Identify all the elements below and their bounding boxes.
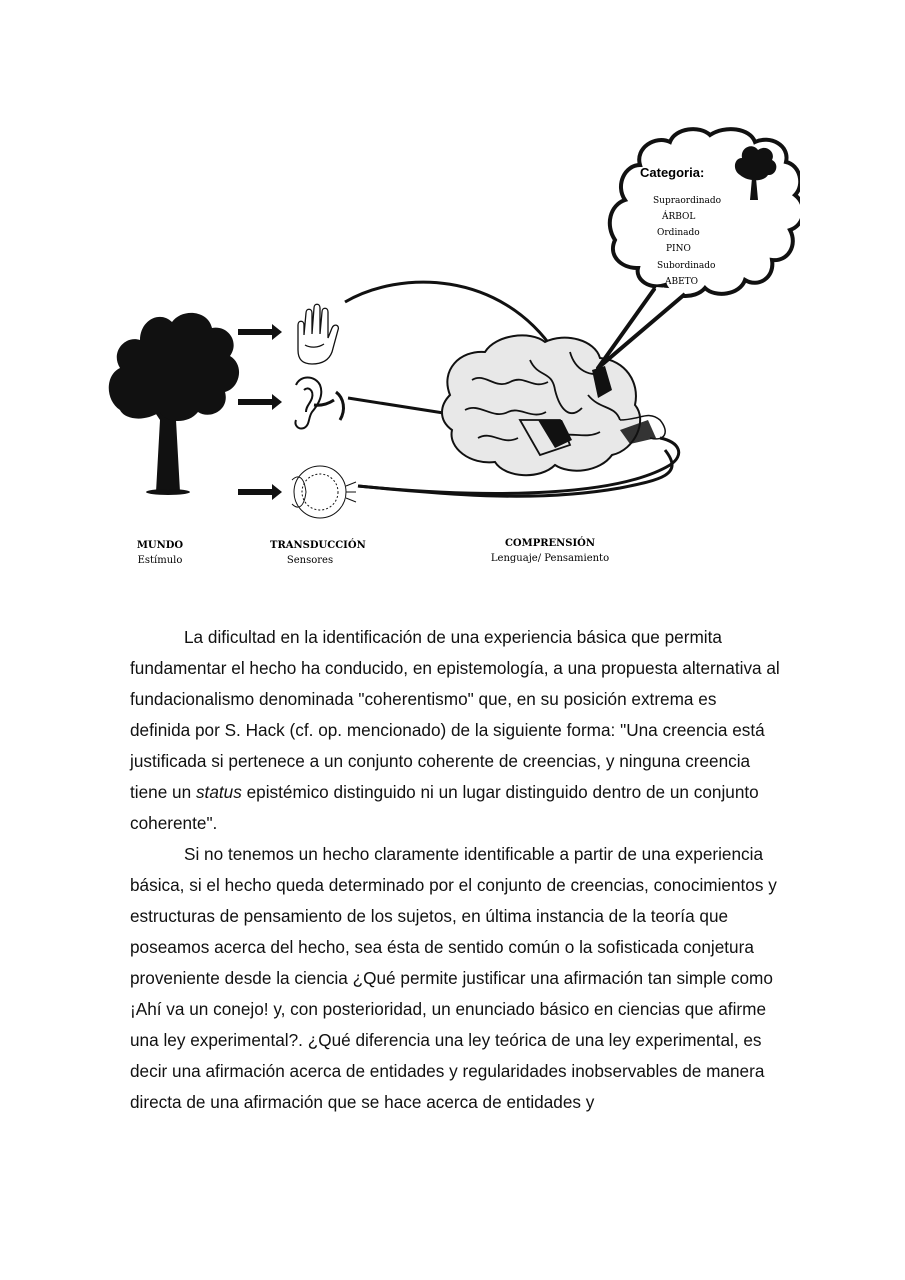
tree-icon [109, 313, 239, 495]
paragraph [130, 622, 780, 839]
hand-icon [298, 304, 338, 364]
caption-title: COMPRENSIÓN [504, 538, 596, 549]
caption-title: MUNDO [136, 540, 184, 551]
caption-subtitle: Estímulo [137, 555, 183, 566]
diagram-drawing [100, 120, 800, 590]
caption-title: TRANSDUCCIÓN [270, 540, 366, 551]
eye-icon [292, 466, 356, 518]
paragraph-text: epistémico distinguido ni un lugar distinguido dentro de un conjunto coherente". [130, 782, 759, 833]
bubble-line: ÁRBOL [662, 212, 696, 222]
brain-icon [442, 335, 665, 475]
perception-diagram [100, 120, 800, 590]
caption-comprension [485, 536, 615, 566]
paragraph: Si no tenemos un hecho claramente identificable a partir de una experiencia básica, si el hecho queda determinado por el conjunto de creencias, conocimientos y estructuras de pensamiento de los sujetos, en última instancia de la teoría que poseamos acerca del hecho, sea ésta de sentido común o la sofisticada conjetura proveniente desde la ciencia ¿Qué permite justificar una afirmación tan simple como ¡Ahí va un conejo! y, con posterioridad, un enunciado básico en ciencias que afirme una ley experimental?. ¿Qué diferencia una ley teórica de una ley experimental, es decir una afirmación acerca de entidades y regularidades inobservables de manera directa de una afirmación que se hace acerca de entidades y [130, 844, 777, 1112]
caption-subtitle: Lenguaje/ Pensamiento [490, 553, 610, 564]
bubble-line: ABETO [665, 277, 699, 287]
bubble-line: Supraordinado [653, 196, 722, 206]
bubble-line: PINO [666, 244, 691, 254]
caption-subtitle: Sensores [286, 555, 334, 566]
bubble-line: Ordinado [657, 228, 700, 238]
body-text [130, 622, 780, 1118]
bubble-title: Categoria: [640, 165, 705, 180]
caption-transduccion [270, 538, 366, 568]
caption-mundo [130, 538, 190, 568]
ear-icon [295, 378, 343, 429]
paragraph-text: La dificultad en la identificación de una experiencia básica que permita fundamentar el hecho ha conducido, en epistemología, a una propuesta alternativa al fundacionalismo denominada "coherentismo" que, en su posición extrema es definida por S. Hack (cf. op. mencionado) de la siguiente forma: "Una creencia está justificada si pertenece a un conjunto coherente de creencias, y ninguna creencia tiene un [130, 627, 780, 802]
arrow-icons [238, 324, 282, 500]
italic-term: status [195, 782, 242, 802]
bubble-line: Subordinado [657, 261, 716, 271]
